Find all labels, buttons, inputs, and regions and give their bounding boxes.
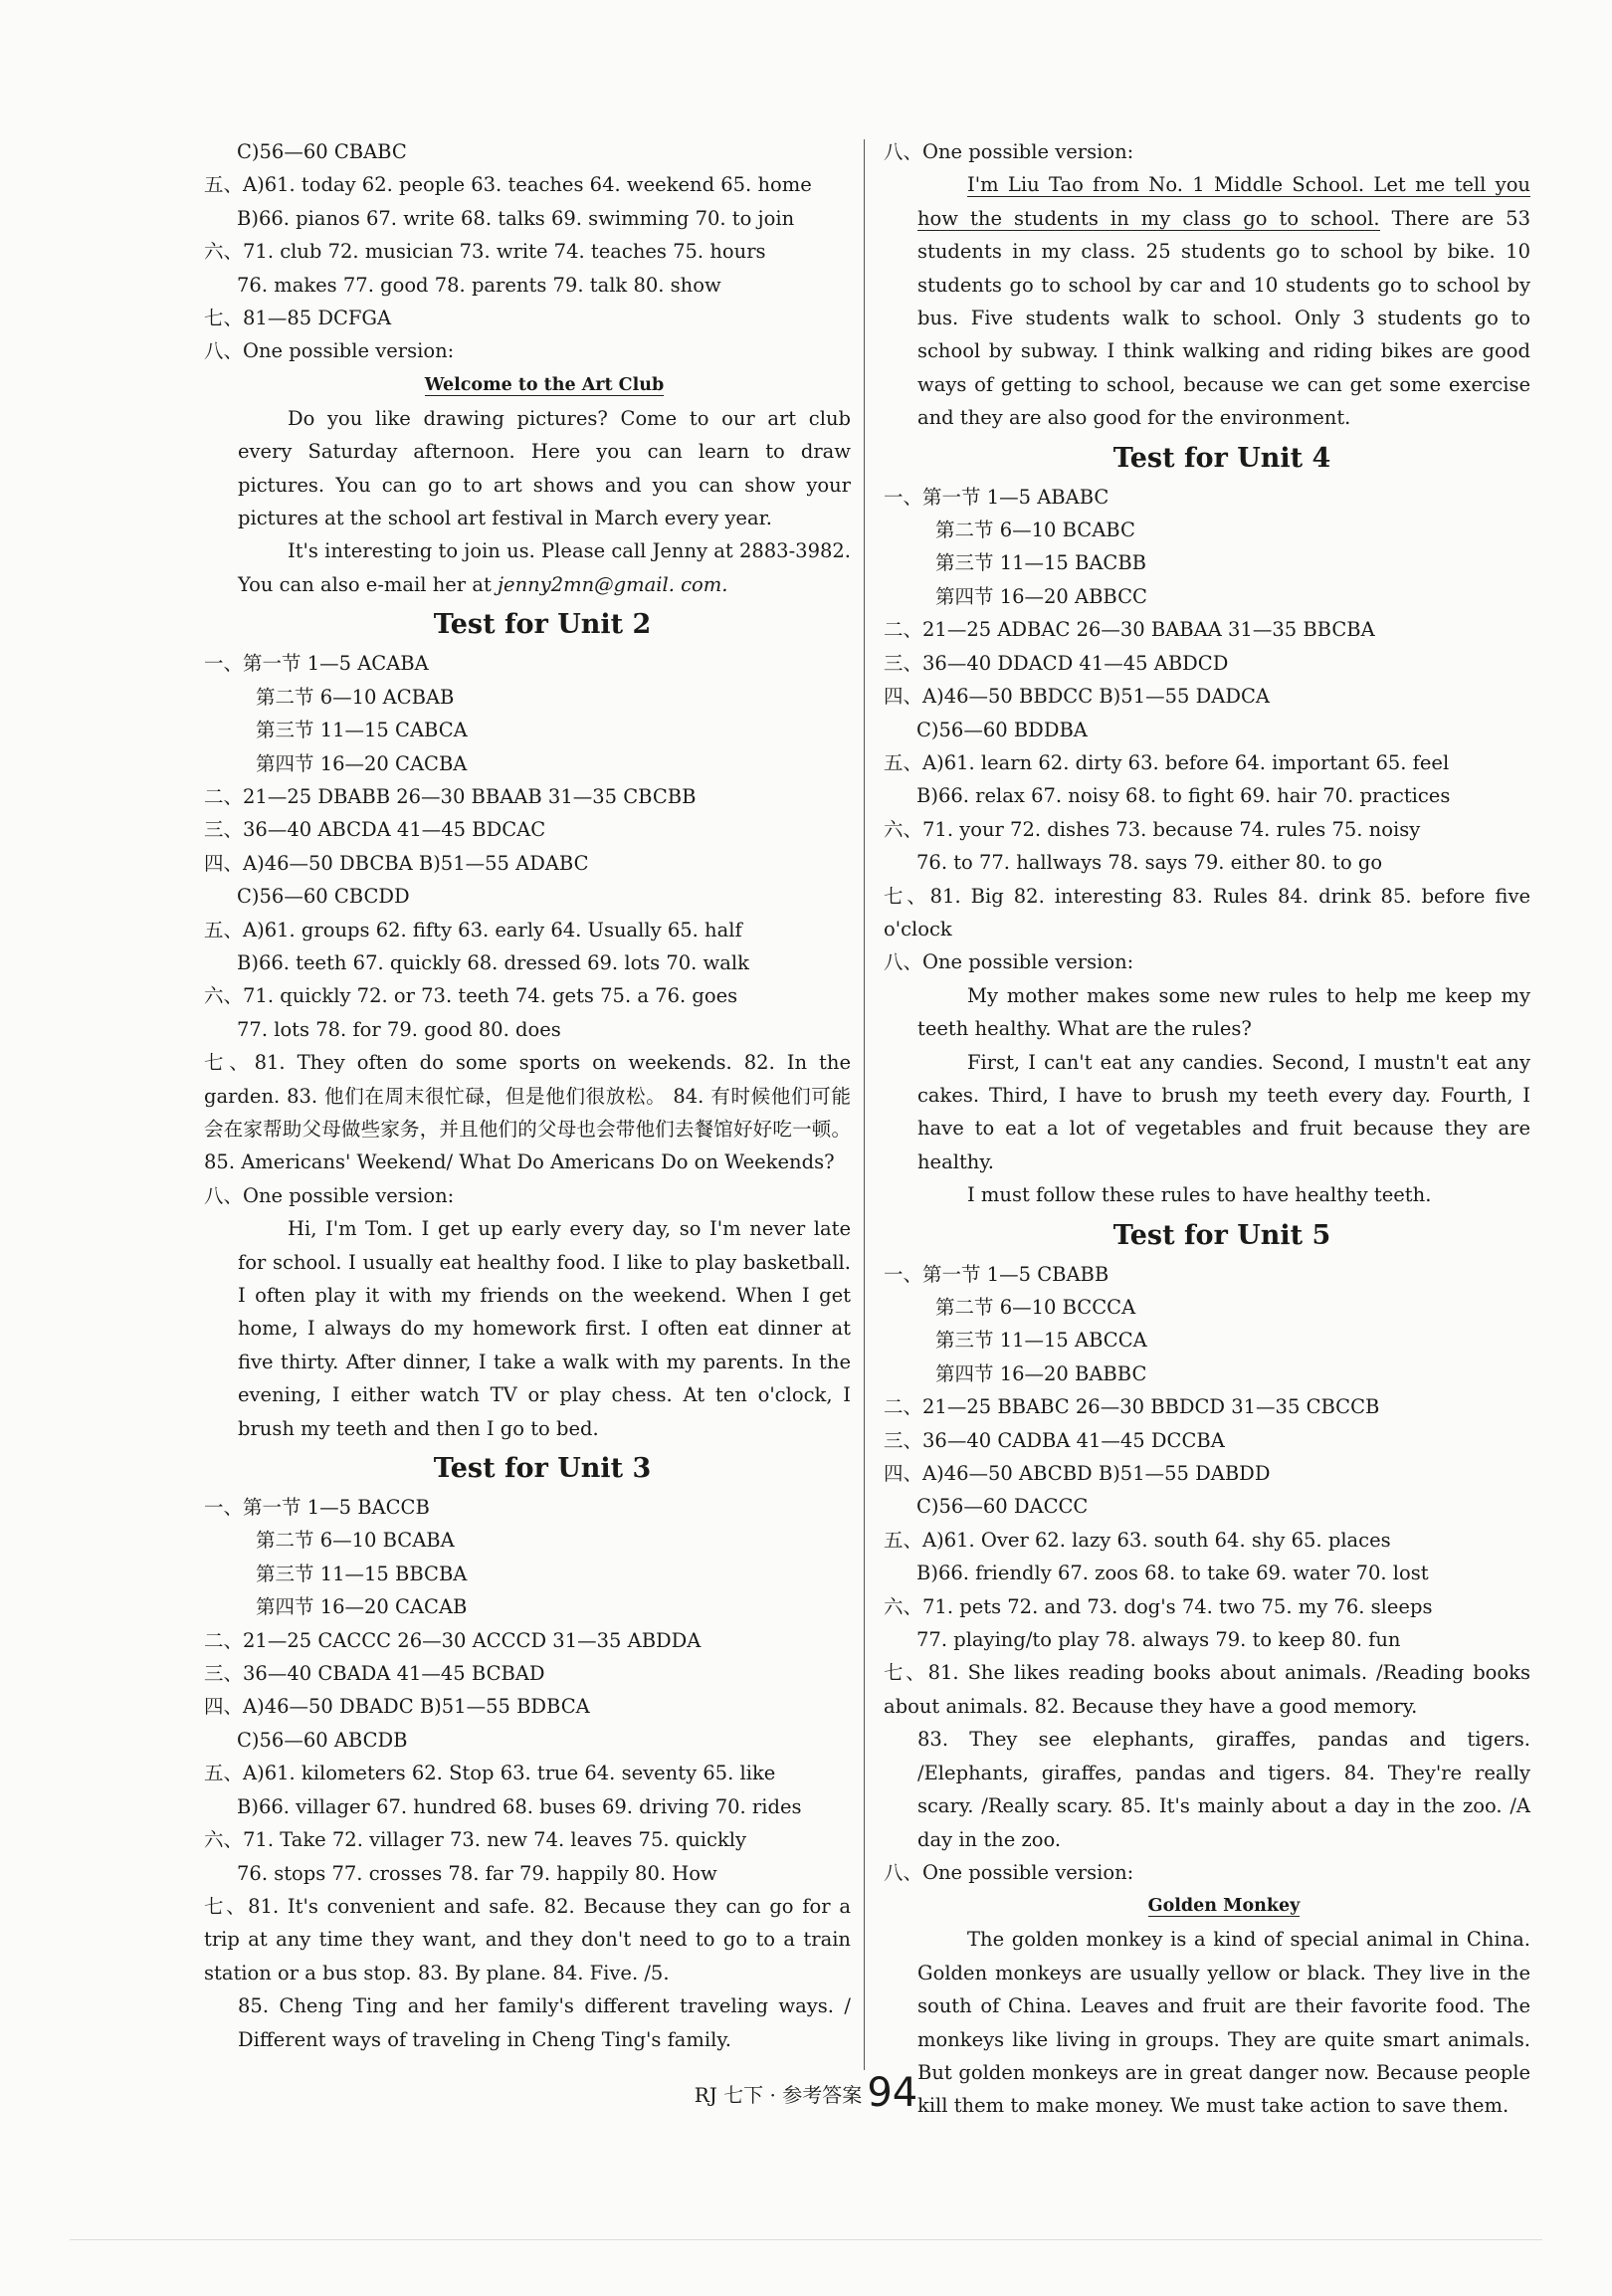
answer-line: 第二节 6—10 BCCCA	[935, 1296, 1136, 1319]
answer-line: 六、71. quickly 72. or 73. teeth 74. gets 75. a 76. goes	[204, 984, 738, 1008]
answer-line: 四、A)46—50 BBDCC B)51—55 DADCA	[884, 685, 1270, 709]
answer-line: C)56—60 ABCDB	[237, 1728, 408, 1752]
essay-paragraph: I must follow these rules to have healthy teeth.	[967, 1183, 1432, 1207]
answer-line: C)56—60 BDDBA	[916, 718, 1088, 741]
right-column	[884, 135, 1530, 2123]
answer-line: 第四节 16—20 BABBC	[935, 1361, 1147, 1385]
essay-paragraph: First, I can't eat any candies. Second, I mustn't eat any cakes. Third, I have to brush my teeth every day. Fourth, I have to eat a lot of vegetables and fruit because they are healthy.	[917, 1050, 1530, 1173]
bottom-rule	[70, 2239, 1542, 2240]
answer-line: 二、21—25 ADBAC 26—30 BABAA 31—35 BBCBA	[884, 618, 1375, 642]
answer-line: C)56—60 CBABC	[237, 140, 407, 163]
answer-line: 五、A)61. groups 62. fifty 63. early 64. Usually 65. half	[204, 918, 742, 941]
answer-line: 第三节 11—15 BBCBA	[256, 1562, 468, 1585]
answer-line: 76. makes 77. good 78. parents 79. talk 80. show	[237, 273, 721, 297]
answer-line: 第二节 6—10 BCABC	[935, 519, 1135, 542]
footer-label: RJ 七下 · 参考答案	[694, 2083, 863, 2107]
answer-line: C)56—60 DACCC	[916, 1495, 1089, 1519]
answer-line: 第二节 6—10 BCABA	[256, 1529, 455, 1553]
answer-line: 三、36—40 ABCDA 41—45 BDCAC	[204, 818, 546, 842]
answer-line: 76. to 77. hallways 78. says 79. either 80. to go	[916, 851, 1383, 875]
answer-line: 六、71. your 72. dishes 73. because 74. rules 75. noisy	[884, 817, 1421, 841]
answer-line: B)66. teeth 67. quickly 68. dressed 69. lots 70. walk	[237, 950, 749, 974]
answer-line: 六、71. pets 72. and 73. dog's 74. two 75. my 76. sleeps	[884, 1594, 1433, 1618]
answer-line: C)56—60 CBCDD	[237, 885, 410, 909]
answer-line: 二、21—25 DBABB 26—30 BBAAB 31—35 CBCBB	[204, 784, 697, 808]
unit-heading: Test for Unit 5	[1112, 1219, 1331, 1251]
section-label: 八、One possible version:	[884, 950, 1134, 974]
answer-line: 五、A)61. today 62. people 63. teaches 64. weekend 65. home	[204, 173, 812, 197]
answer-line: 二、21—25 BBABC 26—30 BBDCD 31—35 CBCCB	[884, 1395, 1380, 1419]
unit-heading: Test for Unit 3	[433, 1453, 652, 1485]
answer-line: 四、A)46—50 DBADC B)51—55 BDBCA	[204, 1695, 590, 1719]
section-label: 八、One possible version:	[204, 1183, 455, 1207]
answer-paragraph: 七、81. She likes reading books about animals. /Reading books about animals. 82. Because they have a good memory.	[884, 1661, 1530, 1718]
answer-line: 七、81—85 DCFGA	[204, 307, 392, 330]
page-footer	[0, 2070, 1612, 2116]
essay-title: Golden Monkey	[1147, 1896, 1301, 1917]
answer-line: 五、A)61. kilometers 62. Stop 63. true 64. seventy 65. like	[204, 1762, 776, 1785]
answer-paragraph: 七、81. They often do some sports on weekends. 82. In the garden. 83. 他们在周末很忙碌，但是他们很放松。 84. 有时候他们可能会在家帮助父母做些家务，并且他们的父母也会带他们去餐馆好好吃一顿。 85. Americans' Weekend/ What Do Americans Do on Weekends?	[204, 1051, 851, 1174]
answer-line: 77. playing/to play 78. always 79. to keep 80. fun	[916, 1628, 1401, 1652]
answer-line: 五、A)61. learn 62. dirty 63. before 64. important 65. feel	[884, 750, 1450, 774]
answer-line: 五、A)61. Over 62. lazy 63. south 64. shy 65. places	[884, 1528, 1391, 1552]
underlined-sentence: I'm Liu Tao from No. 1 Middle School. Let me tell you how the students in my class go to school.	[917, 173, 1530, 230]
essay-paragraph: Do you like drawing pictures? Come to our art club every Saturday afternoon. Here you can learn to draw pictures. You can go to art shows and you can show your pictures at the school art festival in March every year.	[238, 406, 851, 530]
unit-heading: Test for Unit 2	[433, 609, 652, 641]
answer-line: B)66. pianos 67. write 68. talks 69. swimming 70. to join	[237, 206, 795, 230]
answer-line: 四、A)46—50 ABCBD B)51—55 DABDD	[884, 1462, 1271, 1486]
answer-line: 二、21—25 CACCC 26—30 ACCCD 31—35 ABDDA	[204, 1628, 702, 1652]
answer-line: 六、71. club 72. musician 73. write 74. teaches 75. hours	[204, 240, 766, 264]
answer-line: 第四节 16—20 CACAB	[256, 1595, 468, 1619]
essay-paragraph: I'm Liu Tao from No. 1 Middle School. Let me tell you how the students in my class go to school. There are 53 students in my class. 25 students go to school by bike. 10 students go to school by car and 10 students go to school by bus. Five students walk to school. Only 3 students go to school by subway. I think walking and riding bikes are good ways of getting to school, because we can get some exercise and they are also good for the environment.	[917, 173, 1530, 430]
essay-paragraph: The golden monkey is a kind of special animal in China. Golden monkeys are usually yellow or black. They live in the south of China. Leaves and fruit are their favorite food. The monkeys like living in groups. They are quite smart animals. But golden monkeys are in great danger now. Because people kill them to make money. We must take action to save them.	[917, 1928, 1530, 2118]
answer-line: 第二节 6—10 ACBAB	[256, 685, 455, 709]
answer-line: B)66. villager 67. hundred 68. buses 69. driving 70. rides	[237, 1794, 802, 1818]
answer-line: 六、71. Take 72. villager 73. new 74. leaves 75. quickly	[204, 1828, 747, 1852]
answer-line: 四、A)46—50 DBCBA B)51—55 ADABC	[204, 851, 589, 875]
answer-line: 三、36—40 DDACD 41—45 ABDCD	[884, 651, 1229, 675]
answer-line: B)66. relax 67. noisy 68. to fight 69. hair 70. practices	[916, 784, 1451, 808]
section-label: 八、One possible version:	[884, 140, 1134, 163]
essay-paragraph: My mother makes some new rules to help me keep my teeth healthy. What are the rules?	[917, 983, 1530, 1041]
answer-line: 一、第一节 1—5 BACCB	[204, 1496, 430, 1520]
essay-title: Welcome to the Art Club	[424, 374, 665, 395]
essay-paragraph: Hi, I'm Tom. I get up early every day, so I'm never late for school. I usually eat healthy food. I like to play basketball. I often play it with my friends on the weekend. When I get home, I always do my homework first. I often eat dinner at five thirty. After dinner, I take a walk with my parents. In the evening, I either watch TV or play chess. At ten o'clock, I brush my teeth and then I go to bed.	[238, 1217, 851, 1440]
left-column	[204, 135, 851, 2056]
answer-line: 第三节 11—15 BACBB	[935, 551, 1147, 575]
unit-heading: Test for Unit 4	[1112, 442, 1331, 474]
answer-line: 第三节 11—15 ABCCA	[935, 1329, 1147, 1353]
answer-line: 一、第一节 1—5 ABABC	[884, 485, 1109, 509]
answer-paragraph: 七、81. Big 82. interesting 83. Rules 84. drink 85. before five o'clock	[884, 884, 1530, 940]
answer-paragraph: 七、81. It's convenient and safe. 82. Because they can go for a trip at any time they want, and they don't need to go to a train station or a bus stop. 83. By plane. 84. Five. /5.	[204, 1894, 851, 1984]
answer-line: 第四节 16—20 ABBCC	[935, 584, 1147, 608]
answer-line: 一、第一节 1—5 CBABB	[884, 1262, 1109, 1286]
answer-paragraph: 85. Cheng Ting and her family's different traveling ways. / Different ways of traveling in Cheng Ting's family.	[238, 1994, 851, 2051]
answer-line: 第四节 16—20 CACBA	[256, 751, 468, 775]
answer-line: 76. stops 77. crosses 78. far 79. happily 80. How	[237, 1861, 717, 1885]
answer-line: 三、36—40 CBADA 41—45 BCBAD	[204, 1662, 545, 1686]
answer-line: 一、第一节 1—5 ACABA	[204, 652, 429, 676]
column-divider	[864, 139, 865, 2070]
answer-line: 第三节 11—15 CABCA	[256, 719, 468, 742]
answer-paragraph: 83. They see elephants, giraffes, pandas and tigers. /Elephants, giraffes, pandas and tigers. 84. They're really scary. /Really scary. 85. It's mainly about a day in the zoo. /A day in the zoo.	[917, 1728, 1530, 1851]
answer-line: 三、36—40 CADBA 41—45 DCCBA	[884, 1428, 1225, 1452]
page-number: 94	[867, 2070, 918, 2116]
answer-line: 77. lots 78. for 79. good 80. does	[237, 1017, 561, 1041]
section-label: 八、One possible version:	[204, 339, 455, 363]
section-label: 八、One possible version:	[884, 1860, 1134, 1884]
email-text: jenny2mn@gmail. com.	[497, 572, 728, 596]
essay-paragraph: It's interesting to join us. Please call Jenny at 2883-3982. You can also e-mail her at jenny2mn@gmail. com.	[238, 539, 851, 596]
answer-line: B)66. friendly 67. zoos 68. to take 69. water 70. lost	[916, 1562, 1429, 1585]
